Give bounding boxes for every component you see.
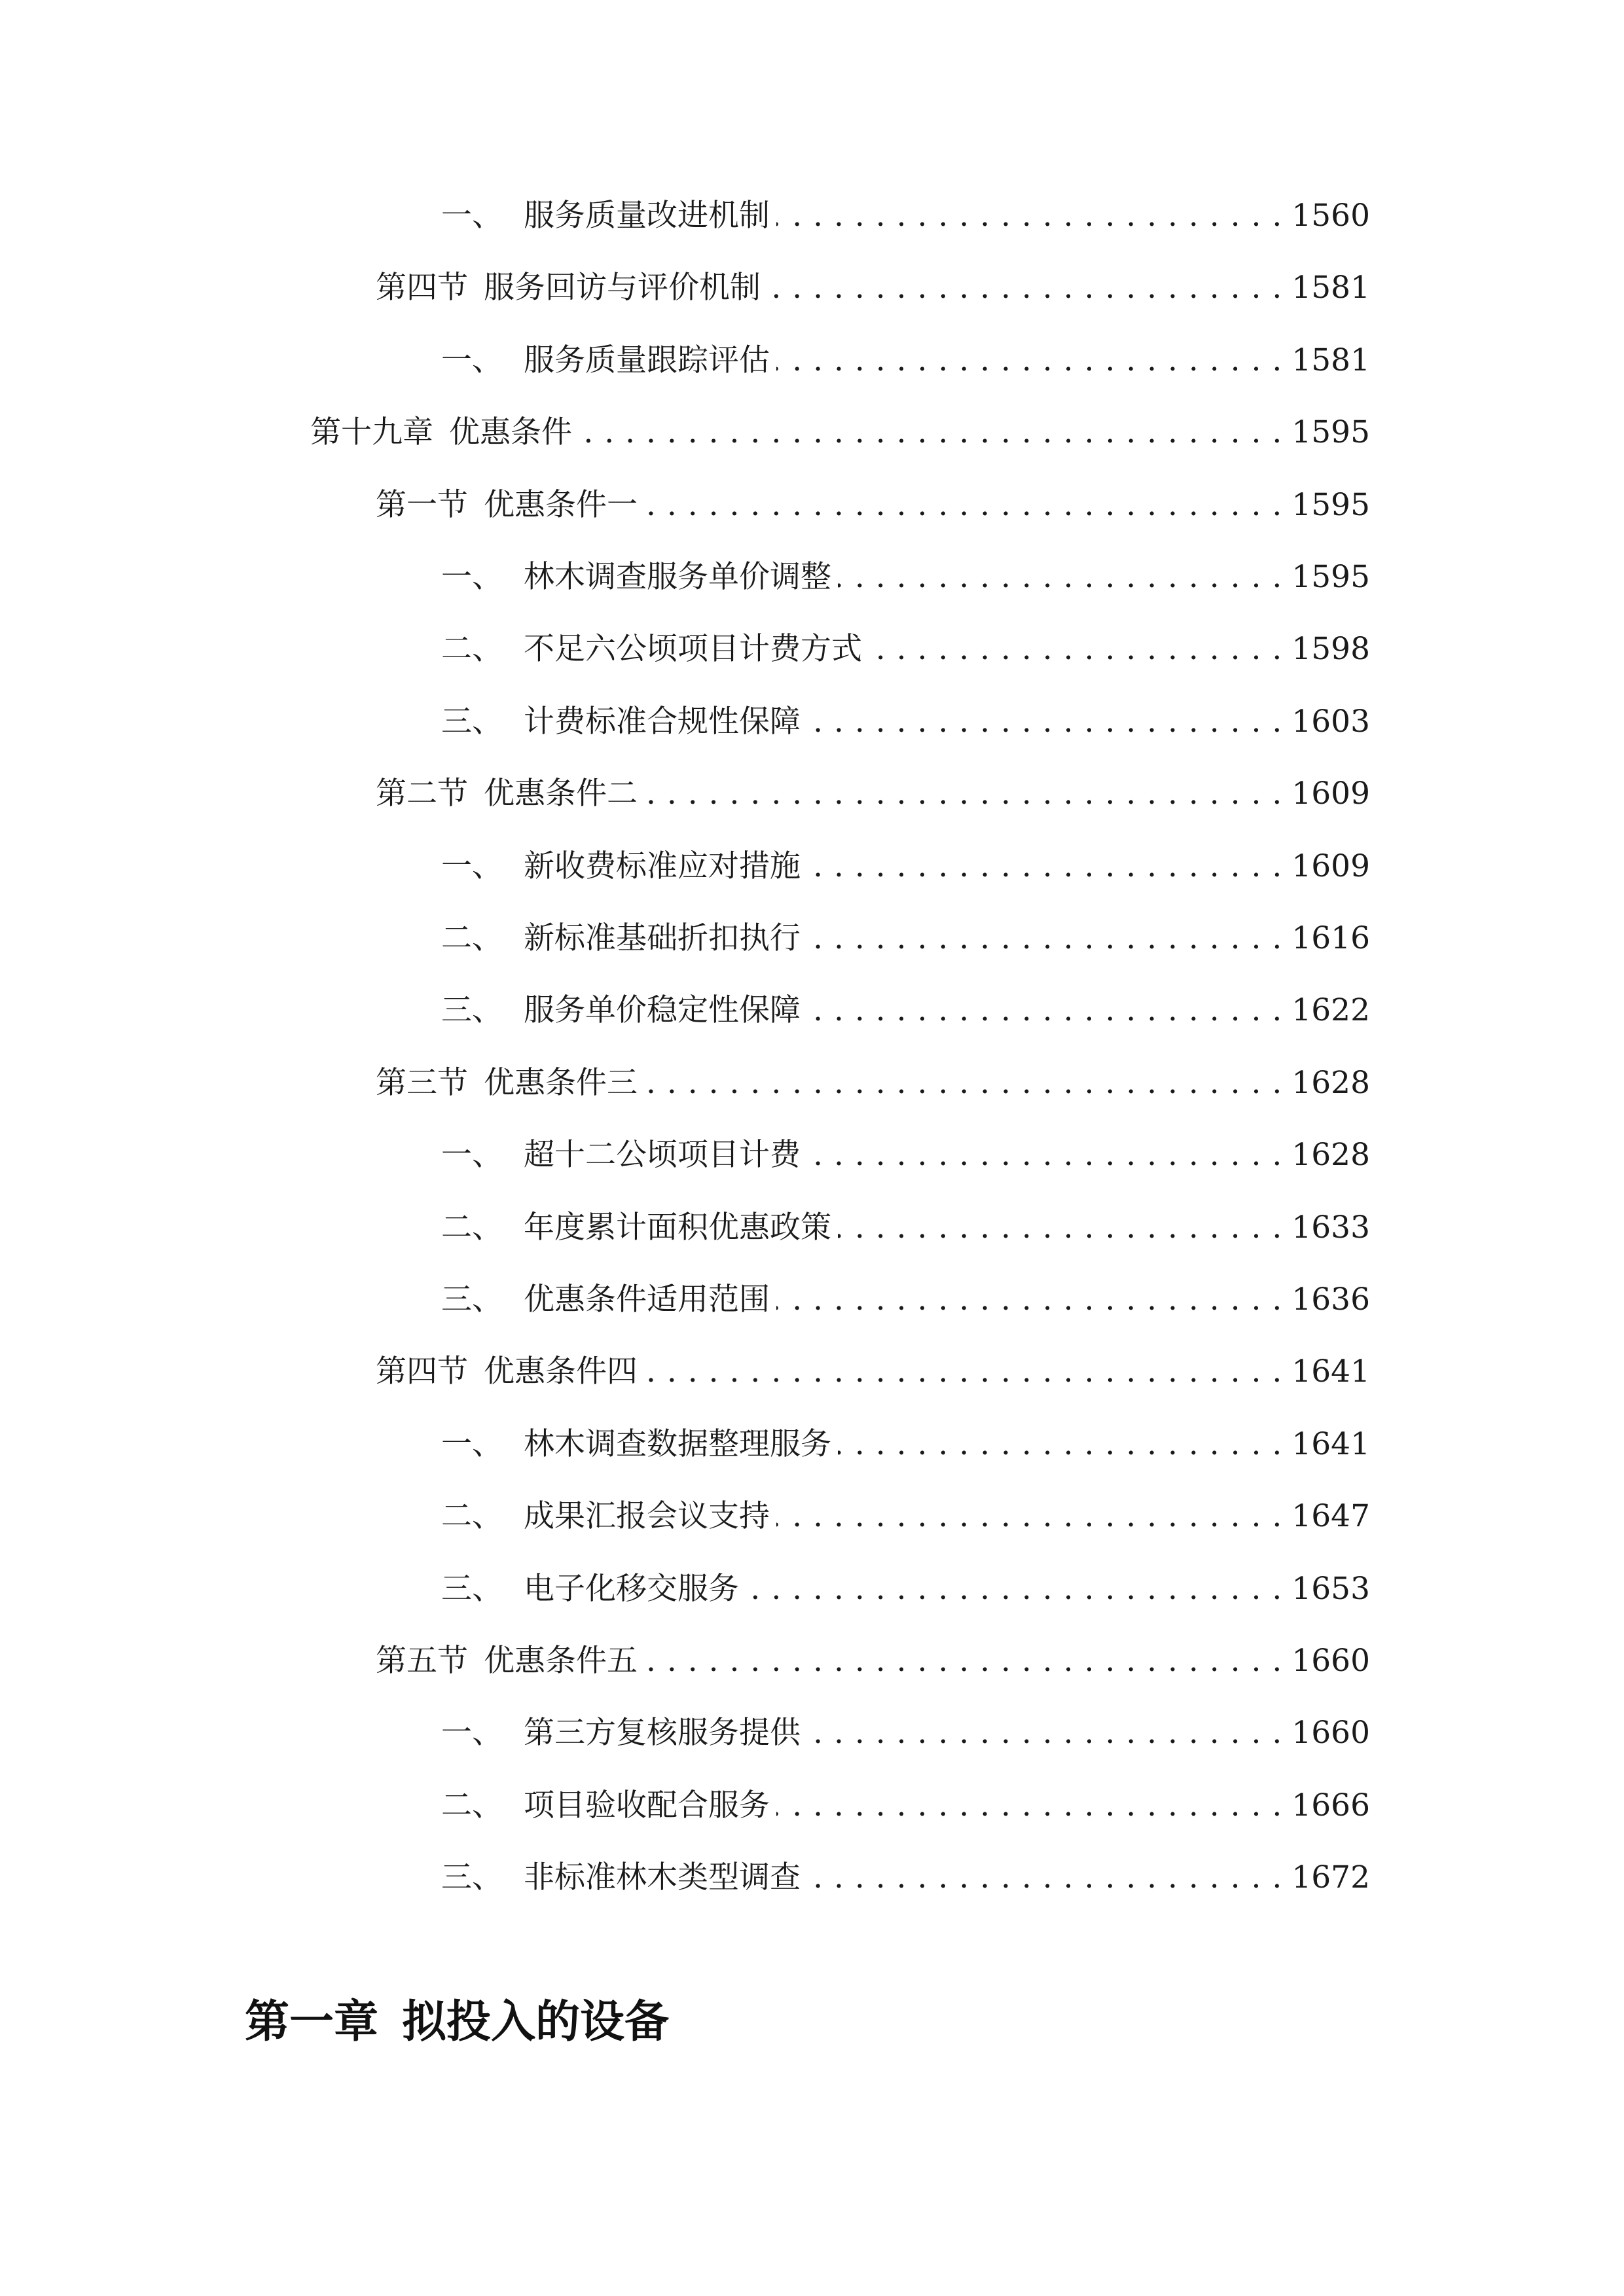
chapter-heading xyxy=(245,1993,669,2052)
toc-entry-number: 一、 xyxy=(441,1137,503,1173)
toc-entry-number: 三、 xyxy=(441,1859,503,1895)
toc-entry-page: 1595 xyxy=(1291,414,1370,450)
toc-entry[interactable] xyxy=(441,912,1370,965)
toc-entry-page: 1660 xyxy=(1291,1643,1370,1679)
toc-entry-number: 一、 xyxy=(441,198,503,234)
toc-entry-number: 一、 xyxy=(441,342,503,378)
toc-entry-number: 第五节 xyxy=(376,1643,468,1679)
toc-entry[interactable] xyxy=(441,984,1370,1037)
toc-entry-number: 三、 xyxy=(441,704,503,740)
toc-dot-leader xyxy=(776,1490,1282,1543)
toc-entry[interactable] xyxy=(441,623,1370,675)
toc-dot-leader xyxy=(579,406,1282,459)
toc-dot-leader xyxy=(776,190,1282,242)
toc-entry-title: 电子化移交服务 xyxy=(524,1571,739,1607)
toc-entry-page: 1641 xyxy=(1291,1354,1370,1390)
toc-entry-title: 服务质量改进机制 xyxy=(524,198,770,234)
toc-dot-leader xyxy=(644,768,1282,820)
toc-entry[interactable] xyxy=(376,1057,1370,1109)
toc-entry-title: 优惠条件 xyxy=(449,414,572,450)
toc-entry-number: 二、 xyxy=(441,1787,503,1823)
toc-entry-title: 服务质量跟踪评估 xyxy=(524,342,770,378)
toc-entry-page: 1595 xyxy=(1291,559,1370,595)
toc-entry-title: 服务回访与评价机制 xyxy=(484,270,761,306)
toc-entry-title: 优惠条件五 xyxy=(484,1643,638,1679)
toc-entry-title: 优惠条件适用范围 xyxy=(524,1282,770,1318)
toc-entry[interactable] xyxy=(441,1780,1370,1832)
toc-entry-page: 1636 xyxy=(1291,1282,1370,1318)
toc-entry-number: 一、 xyxy=(441,1715,503,1751)
toc-entry-title: 林木调查服务单价调整 xyxy=(524,559,831,595)
toc-entry-page: 1622 xyxy=(1291,992,1370,1028)
toc-entry[interactable] xyxy=(376,262,1370,314)
toc-entry[interactable] xyxy=(376,1635,1370,1687)
toc-dot-leader xyxy=(838,1418,1282,1471)
toc-entry[interactable] xyxy=(441,696,1370,748)
toc-entry-title: 服务单价稳定性保障 xyxy=(524,992,801,1028)
toc-dot-leader xyxy=(644,1346,1282,1398)
toc-entry-title: 项目验收配合服务 xyxy=(524,1787,770,1823)
toc-entry-title: 不足六公顷项目计费方式 xyxy=(524,631,862,667)
toc-entry[interactable] xyxy=(310,406,1370,459)
toc-entry-page: 1560 xyxy=(1291,198,1370,234)
toc-dot-leader xyxy=(807,1129,1282,1181)
toc-entry-page: 1609 xyxy=(1291,776,1370,812)
toc-entry-page: 1628 xyxy=(1291,1065,1370,1101)
toc-entry-page: 1647 xyxy=(1291,1498,1370,1534)
toc-dot-leader xyxy=(776,1274,1282,1326)
toc-entry[interactable] xyxy=(441,1563,1370,1615)
toc-entry-page: 1616 xyxy=(1291,920,1370,956)
toc-entry[interactable] xyxy=(441,1490,1370,1543)
toc-entry-page: 1641 xyxy=(1291,1426,1370,1462)
toc-entry[interactable] xyxy=(441,840,1370,893)
toc-entry[interactable] xyxy=(441,1274,1370,1326)
toc-entry-page: 1609 xyxy=(1291,848,1370,884)
toc-entry-page: 1653 xyxy=(1291,1571,1370,1607)
toc-dot-leader xyxy=(767,262,1282,314)
toc-entry-number: 三、 xyxy=(441,1571,503,1607)
toc-entry-page: 1581 xyxy=(1291,270,1370,306)
toc-entry-page: 1595 xyxy=(1291,487,1370,523)
chapter-number: 第一章 xyxy=(245,1996,379,2048)
toc-dot-leader xyxy=(746,1563,1282,1615)
toc-entry[interactable] xyxy=(441,334,1370,387)
toc-dot-leader xyxy=(807,696,1282,748)
toc-entry-page: 1666 xyxy=(1291,1787,1370,1823)
toc-dot-leader xyxy=(807,840,1282,893)
toc-entry-number: 二、 xyxy=(441,631,503,667)
toc-entry-page: 1633 xyxy=(1291,1210,1370,1246)
toc-dot-leader xyxy=(807,1707,1282,1759)
toc-entry-page: 1672 xyxy=(1291,1859,1370,1895)
toc-entry-number: 一、 xyxy=(441,848,503,884)
toc-dot-leader xyxy=(776,1780,1282,1832)
toc-entry[interactable] xyxy=(376,1346,1370,1398)
chapter-title: 拟投入的设备 xyxy=(402,1996,670,2048)
toc-entry-page: 1660 xyxy=(1291,1715,1370,1751)
toc-entry-number: 第一节 xyxy=(376,487,468,523)
toc-entry-number: 一、 xyxy=(441,1426,503,1462)
toc-entry-title: 新标准基础折扣执行 xyxy=(524,920,801,956)
toc-entry-number: 二、 xyxy=(441,1498,503,1534)
toc-entry-title: 新收费标准应对措施 xyxy=(524,848,801,884)
toc-entry[interactable] xyxy=(441,1202,1370,1254)
toc-entry-title: 优惠条件三 xyxy=(484,1065,638,1101)
toc-entry-number: 第三节 xyxy=(376,1065,468,1101)
toc-entry-page: 1603 xyxy=(1291,704,1370,740)
toc-entry-page: 1628 xyxy=(1291,1137,1370,1173)
toc-entry[interactable] xyxy=(376,479,1370,531)
toc-entry-title: 优惠条件四 xyxy=(484,1354,638,1390)
toc-entry-title: 优惠条件一 xyxy=(484,487,638,523)
toc-entry[interactable] xyxy=(441,1129,1370,1181)
toc-entry-title: 成果汇报会议支持 xyxy=(524,1498,770,1534)
toc-entry-number: 二、 xyxy=(441,920,503,956)
toc-dot-leader xyxy=(807,912,1282,965)
toc-entry-title: 优惠条件二 xyxy=(484,776,638,812)
toc-entry-number: 第四节 xyxy=(376,1354,468,1390)
toc-entry[interactable] xyxy=(441,1707,1370,1759)
toc-entry-number: 第十九章 xyxy=(310,414,433,450)
toc-entry[interactable] xyxy=(441,190,1370,242)
toc-entry-title: 非标准林木类型调查 xyxy=(524,1859,801,1895)
toc-entry-number: 第二节 xyxy=(376,776,468,812)
toc-dot-leader xyxy=(776,334,1282,387)
toc-dot-leader xyxy=(644,1635,1282,1687)
toc-entry-number: 一、 xyxy=(441,559,503,595)
toc-entry-title: 第三方复核服务提供 xyxy=(524,1715,801,1751)
toc-entry-number: 二、 xyxy=(441,1210,503,1246)
toc-entry[interactable] xyxy=(441,1418,1370,1471)
toc-entry-title: 超十二公顷项目计费 xyxy=(524,1137,801,1173)
toc-entry-number: 第四节 xyxy=(376,270,468,306)
toc-dot-leader xyxy=(644,1057,1282,1109)
toc-dot-leader xyxy=(644,479,1282,531)
toc-entry-title: 年度累计面积优惠政策 xyxy=(524,1210,831,1246)
toc-entry-title: 林木调查数据整理服务 xyxy=(524,1426,831,1462)
toc-entry[interactable] xyxy=(376,768,1370,820)
toc-dot-leader xyxy=(838,1202,1282,1254)
toc-dot-leader xyxy=(807,1852,1282,1904)
toc-entry[interactable] xyxy=(441,551,1370,603)
toc-entry-number: 三、 xyxy=(441,1282,503,1318)
toc-entry-title: 计费标准合规性保障 xyxy=(524,704,801,740)
toc-dot-leader xyxy=(869,623,1282,675)
toc-dot-leader xyxy=(838,551,1282,603)
toc-entry[interactable] xyxy=(441,1852,1370,1904)
toc-entry-page: 1581 xyxy=(1291,342,1370,378)
toc-entry-number: 三、 xyxy=(441,992,503,1028)
toc-dot-leader xyxy=(807,984,1282,1037)
toc-entry-page: 1598 xyxy=(1291,631,1370,667)
